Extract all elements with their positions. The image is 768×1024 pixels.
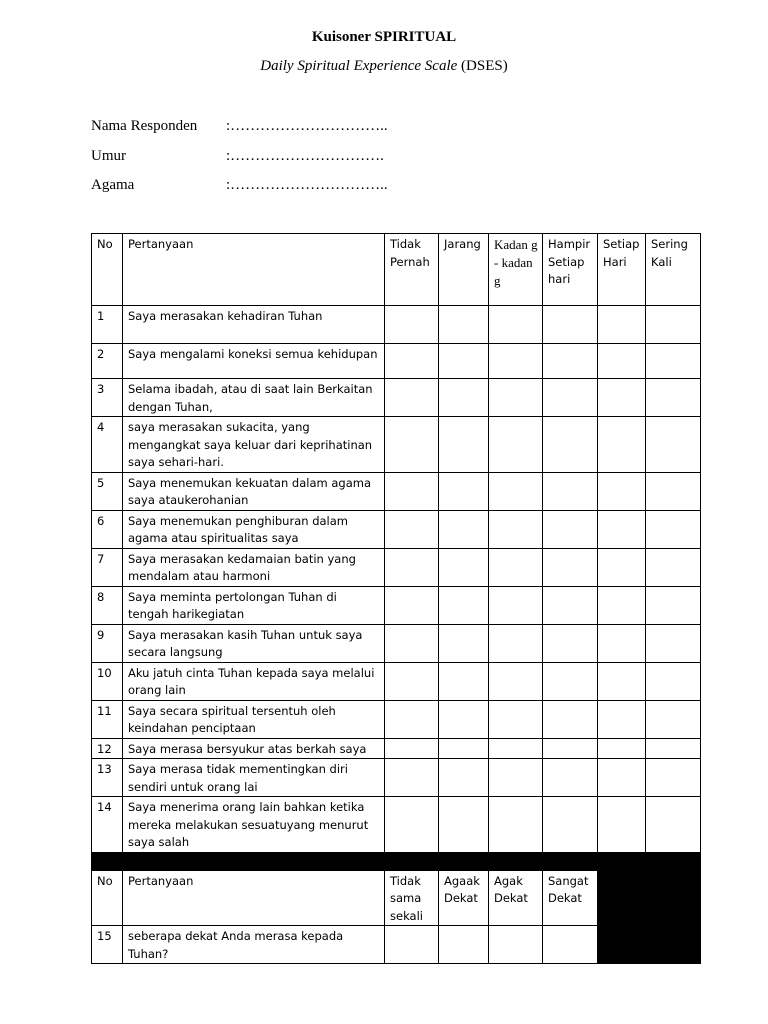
answer-cell[interactable] bbox=[385, 700, 439, 738]
table-row bbox=[92, 379, 701, 417]
answer-cell[interactable] bbox=[543, 662, 598, 700]
answer-cell[interactable] bbox=[385, 759, 439, 797]
answer-cell[interactable] bbox=[439, 586, 489, 624]
answer-cell[interactable] bbox=[439, 344, 489, 379]
row-question: Saya merasakan kehadiran Tuhan bbox=[123, 306, 385, 344]
answer-cell[interactable] bbox=[439, 472, 489, 510]
blocked-cell bbox=[646, 870, 701, 926]
answer-cell[interactable] bbox=[489, 738, 543, 759]
answer-cell[interactable] bbox=[646, 417, 701, 473]
row-question: Saya merasa bersyukur atas berkah saya bbox=[123, 738, 385, 759]
answer-cell[interactable] bbox=[385, 662, 439, 700]
table-row bbox=[92, 624, 701, 662]
answer-cell[interactable] bbox=[439, 738, 489, 759]
answer-cell[interactable] bbox=[385, 472, 439, 510]
row-number: 9 bbox=[92, 624, 123, 662]
field-blank[interactable]: :………………………….. bbox=[226, 177, 388, 193]
table-row bbox=[92, 759, 701, 797]
section-divider bbox=[92, 852, 701, 870]
answer-cell[interactable] bbox=[598, 548, 646, 586]
answer-cell[interactable] bbox=[489, 624, 543, 662]
page-subtitle bbox=[0, 58, 768, 75]
answer-cell[interactable] bbox=[489, 797, 543, 853]
row-question: Aku jatuh cinta Tuhan kepada saya melalui orang lain bbox=[123, 662, 385, 700]
answer-cell[interactable] bbox=[489, 759, 543, 797]
answer-cell[interactable] bbox=[439, 510, 489, 548]
header-agaak-dekat: Agaak Dekat bbox=[439, 870, 489, 926]
header-agak-dekat: Agak Dekat bbox=[489, 870, 543, 926]
row-question: Saya merasakan kedamaian batin yang mendalam atau harmoni bbox=[123, 548, 385, 586]
answer-cell[interactable] bbox=[489, 926, 543, 964]
row-number: 1 bbox=[92, 306, 123, 344]
row-question: saya merasakan sukacita, yang mengangkat saya keluar dari keprihatinan saya sehari-hari. bbox=[123, 417, 385, 473]
answer-cell[interactable] bbox=[598, 344, 646, 379]
answer-cell[interactable] bbox=[385, 738, 439, 759]
header-no: No bbox=[92, 234, 123, 306]
answer-cell[interactable] bbox=[385, 417, 439, 473]
answer-cell[interactable] bbox=[385, 306, 439, 344]
field-label: Agama bbox=[91, 177, 135, 193]
row-question: Saya merasa tidak mementingkan diri sendiri untuk orang lai bbox=[123, 759, 385, 797]
answer-cell[interactable] bbox=[385, 510, 439, 548]
header-jarang: Jarang bbox=[439, 234, 489, 306]
field-blank[interactable]: :………………………….. bbox=[226, 118, 388, 134]
answer-cell[interactable] bbox=[543, 797, 598, 853]
answer-cell[interactable] bbox=[489, 700, 543, 738]
answer-cell[interactable] bbox=[598, 417, 646, 473]
answer-cell[interactable] bbox=[543, 344, 598, 379]
answer-cell[interactable] bbox=[385, 586, 439, 624]
row-number: 3 bbox=[92, 379, 123, 417]
row-question: seberapa dekat Anda merasa kepada Tuhan? bbox=[123, 926, 385, 964]
table-row bbox=[92, 417, 701, 473]
subtitle-italic: Daily Spiritual Experience Scale bbox=[260, 58, 458, 74]
answer-cell[interactable] bbox=[598, 738, 646, 759]
answer-cell[interactable] bbox=[439, 548, 489, 586]
answer-cell[interactable] bbox=[598, 586, 646, 624]
answer-cell[interactable] bbox=[598, 510, 646, 548]
answer-cell[interactable] bbox=[598, 624, 646, 662]
answer-cell[interactable] bbox=[385, 379, 439, 417]
field-label: Umur bbox=[91, 148, 126, 164]
answer-cell[interactable] bbox=[646, 548, 701, 586]
answer-cell[interactable] bbox=[543, 417, 598, 473]
row-question: Selama ibadah, atau di saat lain Berkaitan dengan Tuhan, bbox=[123, 379, 385, 417]
blocked-cell bbox=[598, 926, 646, 964]
header-question: Pertanyaan bbox=[123, 870, 385, 926]
answer-cell[interactable] bbox=[439, 306, 489, 344]
table-row bbox=[92, 344, 701, 379]
answer-cell[interactable] bbox=[439, 662, 489, 700]
answer-cell[interactable] bbox=[646, 797, 701, 853]
header-question: Pertanyaan bbox=[123, 234, 385, 306]
answer-cell[interactable] bbox=[543, 548, 598, 586]
answer-cell[interactable] bbox=[543, 379, 598, 417]
row-question: Saya secara spiritual tersentuh oleh keindahan penciptaan bbox=[123, 700, 385, 738]
row-number: 12 bbox=[92, 738, 123, 759]
subtitle-rest: (DSES) bbox=[457, 58, 508, 74]
answer-cell[interactable] bbox=[543, 926, 598, 964]
row-number: 4 bbox=[92, 417, 123, 473]
blocked-cell bbox=[598, 870, 646, 926]
answer-cell[interactable] bbox=[598, 662, 646, 700]
answer-cell[interactable] bbox=[646, 344, 701, 379]
row-number: 5 bbox=[92, 472, 123, 510]
answer-cell[interactable] bbox=[646, 306, 701, 344]
answer-cell[interactable] bbox=[598, 700, 646, 738]
answer-cell[interactable] bbox=[598, 306, 646, 344]
table-row bbox=[92, 926, 701, 964]
answer-cell[interactable] bbox=[439, 926, 489, 964]
table-row bbox=[92, 700, 701, 738]
header-tidak-sama-sekali: Tidak sama sekali bbox=[385, 870, 439, 926]
answer-cell[interactable] bbox=[646, 700, 701, 738]
answer-cell[interactable] bbox=[598, 472, 646, 510]
row-number: 15 bbox=[92, 926, 123, 964]
row-number: 7 bbox=[92, 548, 123, 586]
answer-cell[interactable] bbox=[598, 379, 646, 417]
answer-cell[interactable] bbox=[646, 472, 701, 510]
answer-cell[interactable] bbox=[489, 379, 543, 417]
row-question: Saya meminta pertolongan Tuhan di tengah harikegiatan bbox=[123, 586, 385, 624]
answer-cell[interactable] bbox=[543, 510, 598, 548]
answer-cell[interactable] bbox=[543, 624, 598, 662]
table-header-row bbox=[92, 234, 701, 306]
answer-cell[interactable] bbox=[385, 344, 439, 379]
header-tidak-pernah: Tidak Pernah bbox=[385, 234, 439, 306]
questionnaire-table bbox=[91, 233, 701, 964]
header-hampir-setiap-hari: Hampir Setiap hari bbox=[543, 234, 598, 306]
row-question: Saya menemukan penghiburan dalam agama atau spiritualitas saya bbox=[123, 510, 385, 548]
answer-cell[interactable] bbox=[489, 344, 543, 379]
answer-cell[interactable] bbox=[598, 759, 646, 797]
table-row bbox=[92, 797, 701, 853]
table2-header-row bbox=[92, 870, 701, 926]
answer-cell[interactable] bbox=[385, 926, 439, 964]
header-sangat-dekat: Sangat Dekat bbox=[543, 870, 598, 926]
table-row bbox=[92, 738, 701, 759]
answer-cell[interactable] bbox=[543, 759, 598, 797]
page-title: Kuisoner SPIRITUAL bbox=[311, 29, 457, 45]
answer-cell[interactable] bbox=[543, 700, 598, 738]
row-number: 14 bbox=[92, 797, 123, 853]
answer-cell[interactable] bbox=[598, 797, 646, 853]
table-row bbox=[92, 510, 701, 548]
answer-cell[interactable] bbox=[543, 472, 598, 510]
header-no: No bbox=[92, 870, 123, 926]
table-row bbox=[92, 306, 701, 344]
row-number: 6 bbox=[92, 510, 123, 548]
row-number: 8 bbox=[92, 586, 123, 624]
row-number: 13 bbox=[92, 759, 123, 797]
header-sering-kali: Sering Kali bbox=[646, 234, 701, 306]
field-blank[interactable]: :…………………………. bbox=[226, 148, 384, 164]
answer-cell[interactable] bbox=[489, 586, 543, 624]
answer-cell[interactable] bbox=[439, 417, 489, 473]
answer-cell[interactable] bbox=[646, 586, 701, 624]
answer-cell[interactable] bbox=[489, 472, 543, 510]
table-row bbox=[92, 586, 701, 624]
field-label: Nama Responden bbox=[91, 118, 198, 134]
answer-cell[interactable] bbox=[489, 510, 543, 548]
row-question: Saya mengalami koneksi semua kehidupan bbox=[123, 344, 385, 379]
answer-cell[interactable] bbox=[489, 662, 543, 700]
answer-cell[interactable] bbox=[543, 586, 598, 624]
row-number: 10 bbox=[92, 662, 123, 700]
header-kadang-kadang: Kadan g - kadan g bbox=[489, 234, 543, 306]
header-setiap-hari: Setiap Hari bbox=[598, 234, 646, 306]
row-number: 11 bbox=[92, 700, 123, 738]
answer-cell[interactable] bbox=[385, 548, 439, 586]
row-question: Saya menemukan kekuatan dalam agama saya ataukerohanian bbox=[123, 472, 385, 510]
answer-cell[interactable] bbox=[439, 759, 489, 797]
answer-cell[interactable] bbox=[489, 548, 543, 586]
answer-cell[interactable] bbox=[439, 624, 489, 662]
answer-cell[interactable] bbox=[385, 797, 439, 853]
row-number: 2 bbox=[92, 344, 123, 379]
answer-cell[interactable] bbox=[489, 417, 543, 473]
answer-cell[interactable] bbox=[646, 510, 701, 548]
answer-cell[interactable] bbox=[385, 624, 439, 662]
answer-cell[interactable] bbox=[439, 797, 489, 853]
table-row bbox=[92, 662, 701, 700]
answer-cell[interactable] bbox=[646, 379, 701, 417]
answer-cell[interactable] bbox=[646, 759, 701, 797]
blocked-cell bbox=[646, 926, 701, 964]
answer-cell[interactable] bbox=[646, 624, 701, 662]
table-row bbox=[92, 472, 701, 510]
answer-cell[interactable] bbox=[439, 700, 489, 738]
answer-cell[interactable] bbox=[646, 738, 701, 759]
answer-cell[interactable] bbox=[543, 738, 598, 759]
answer-cell[interactable] bbox=[489, 306, 543, 344]
answer-cell[interactable] bbox=[543, 306, 598, 344]
answer-cell[interactable] bbox=[439, 379, 489, 417]
row-question: Saya merasakan kasih Tuhan untuk saya secara langsung bbox=[123, 624, 385, 662]
answer-cell[interactable] bbox=[646, 662, 701, 700]
table-row bbox=[92, 548, 701, 586]
row-question: Saya menerima orang lain bahkan ketika mereka melakukan sesuatuyang menurut saya salah bbox=[123, 797, 385, 853]
